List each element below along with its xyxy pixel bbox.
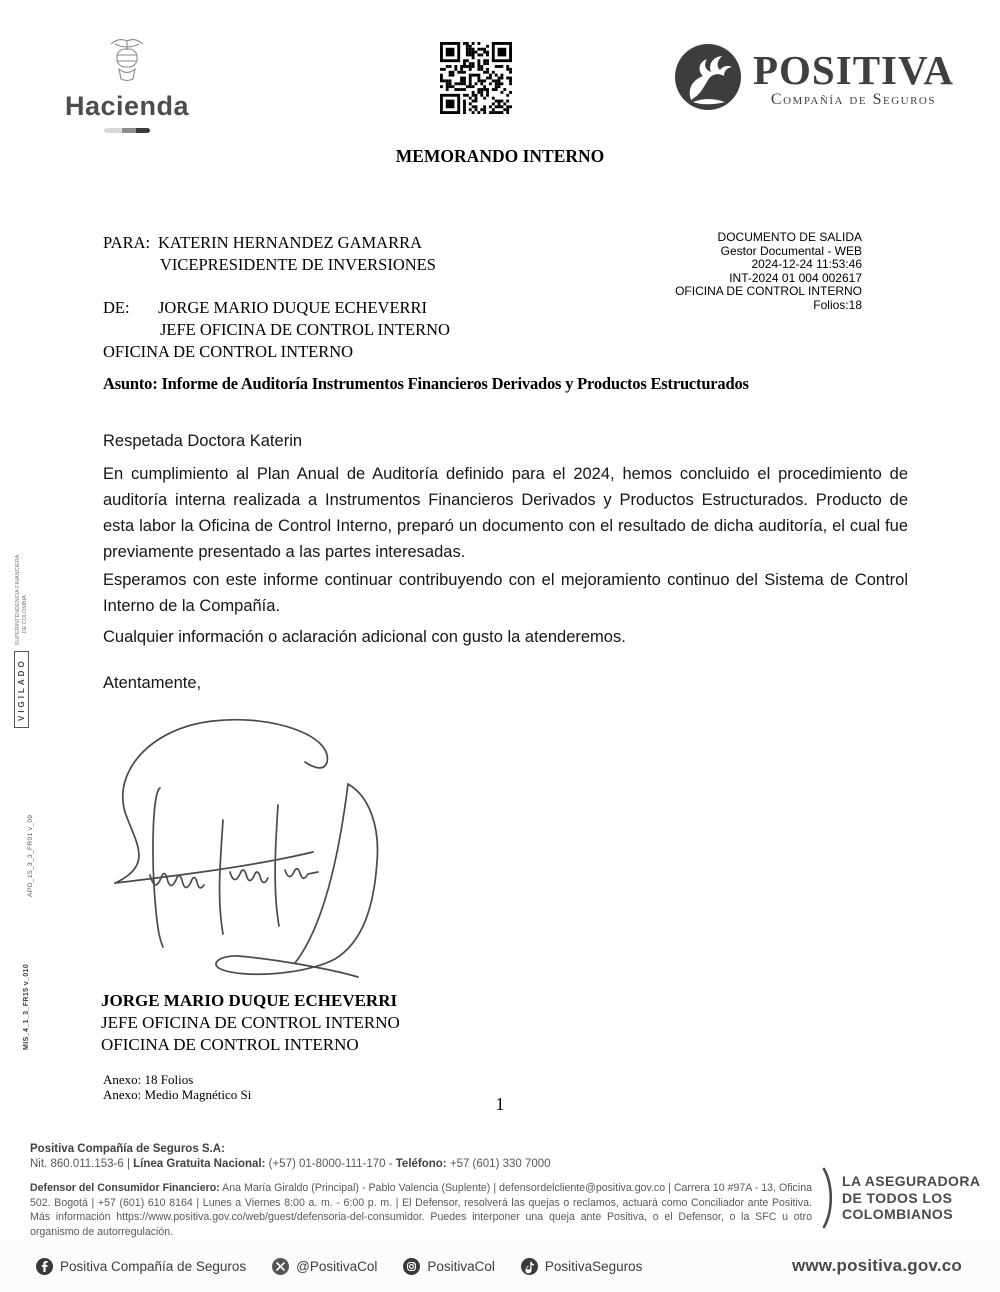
tiktok-icon — [521, 1258, 538, 1275]
form-code-mis: MIS_4_1_3_FR15 v_010 — [23, 963, 30, 1050]
defensor-paragraph: Defensor del Consumidor Financiero: Ana María Giraldo (Principal) - Pablo Valencia (Suplente) | defensordelcliente@positiva.gov.co | Carrera 10 #97A - 13, Oficina 502. Bogotá | +57 (601) 610 8164 | Lunes a Viernes 8:00 a. m. - 6:00 p. m. | El Defensor, resolverá las quejas o reclamos, actuará como Conciliador ante Positiva. Más información https://www.positiva.gov.co/web/guest/defensoria-del-consumidor. Puedes interponer una queja ante Positiva, o el Defensor, o la SFC u otro organismo de autorregulación. — [30, 1182, 812, 1238]
positiva-logo — [673, 42, 973, 112]
closing: Atentamente, — [103, 674, 202, 692]
de-name: JORGE MARIO DUQUE ECHEVERRI — [158, 298, 428, 317]
slogan-brace-icon — [822, 1167, 834, 1229]
website-link[interactable]: www.positiva.gov.co — [791, 1256, 962, 1275]
annex-line: Anexo: 18 Folios — [103, 1072, 194, 1087]
footer-info — [30, 1142, 812, 1239]
instagram-handle: PositivaCol — [427, 1258, 495, 1274]
positiva-bird-icon — [673, 42, 743, 112]
salutation: Respetada Doctora Katerin — [103, 432, 303, 450]
facebook-link[interactable] — [36, 1258, 246, 1275]
page-number: 1 — [495, 1094, 505, 1114]
para-title: VICEPRESIDENTE DE INVERSIONES — [160, 255, 436, 274]
para-name: KATERIN HERNANDEZ GAMARRA — [158, 233, 422, 252]
de-label: DE: — [103, 298, 130, 317]
stamp-line: 2024-12-24 11:53:46 — [751, 257, 862, 272]
routing-stamp — [675, 231, 862, 313]
vigilado-label: VIGILADO — [14, 651, 29, 728]
para-label: PARA: — [103, 233, 151, 252]
stamp-line: Folios:18 — [813, 297, 862, 312]
contact-line: Nit. 860.011.153-6 | Línea Gratuita Nacional: (+57) 01-8000-111-170 - Teléfono: +57 (601) 330 7000 — [30, 1158, 551, 1170]
subject-line: Asunto: Informe de Auditoría Instrumentos Financieros Derivados y Productos Estructurados — [103, 374, 749, 393]
hacienda-wordmark: Hacienda — [64, 91, 190, 121]
signer-office: OFICINA DE CONTROL INTERNO — [101, 1035, 359, 1054]
form-code-apo: APO_15_3_3_FR01 v_09 — [27, 814, 34, 897]
tiktok-handle: PositivaSeguros — [544, 1258, 643, 1274]
positiva-tagline: Compañía de Seguros — [770, 91, 936, 108]
slogan-block — [822, 1167, 980, 1229]
de-title: JEFE OFICINA DE CONTROL INTERNO — [160, 320, 450, 339]
bottom-bar — [0, 1240, 1000, 1292]
stamp-line: OFICINA DE CONTROL INTERNO — [675, 284, 862, 299]
slogan-text: LA ASEGURADORA DE TODOS LOS COLOMBIANOS — [842, 1173, 981, 1223]
de-office: OFICINA DE CONTROL INTERNO — [103, 342, 354, 361]
company-name-line: Positiva Compañía de Seguros S.A: — [30, 1143, 225, 1155]
facebook-handle: Positiva Compañía de Seguros — [60, 1258, 247, 1274]
handwritten-signature — [95, 700, 440, 990]
stamp-line: Gestor Documental - WEB — [720, 243, 862, 258]
hacienda-flag-bar — [104, 128, 150, 133]
signer-block — [101, 990, 400, 1056]
instagram-link[interactable] — [403, 1258, 495, 1275]
signer-title: JEFE OFICINA DE CONTROL INTERNO — [101, 1013, 400, 1032]
stamp-line: INT-2024 01 004 002617 — [729, 270, 862, 285]
stamp-line: DOCUMENTO DE SALIDA — [717, 230, 862, 244]
paragraph: Cualquier información o aclaración adicional con gusto la atenderemos. — [103, 628, 626, 646]
paragraph: Esperamos con este informe continuar contribuyendo con el mejoramiento continuo del Sistema de Control Interno de la Compañía. — [103, 571, 908, 615]
x-handle: @PositivaCol — [296, 1258, 378, 1274]
tiktok-link[interactable] — [521, 1258, 643, 1275]
paragraph: En cumplimiento al Plan Anual de Auditoría definido para el 2024, hemos concluido el procedimiento de auditoría interna realizada a Instrumentos Financieros Derivados y Productos Estructurados. Producto de esta labor la Oficina de Control Interno, preparó un documento con el resultado de dicha auditoría, el cual fue previamente presentado a las partes interesadas. — [103, 465, 908, 561]
document-title: MEMORANDO INTERNO — [395, 146, 605, 166]
x-link[interactable] — [272, 1258, 377, 1275]
positiva-wordmark: POSITIVA — [753, 47, 954, 93]
qr-code — [440, 42, 512, 118]
hacienda-logo — [62, 36, 192, 133]
superintendencia-label: SUPERINTENDENCIA FINANCIERA DE COLOMBIA — [15, 554, 28, 646]
colombia-coat-of-arms-icon — [105, 36, 149, 84]
annex-line: Anexo: Medio Magnético Si — [103, 1087, 252, 1102]
recipient-block — [103, 232, 450, 363]
x-icon — [272, 1258, 289, 1275]
signer-name: JORGE MARIO DUQUE ECHEVERRI — [101, 991, 398, 1010]
vigilado-mark — [14, 554, 29, 728]
facebook-icon — [36, 1258, 53, 1275]
instagram-icon — [403, 1258, 420, 1275]
